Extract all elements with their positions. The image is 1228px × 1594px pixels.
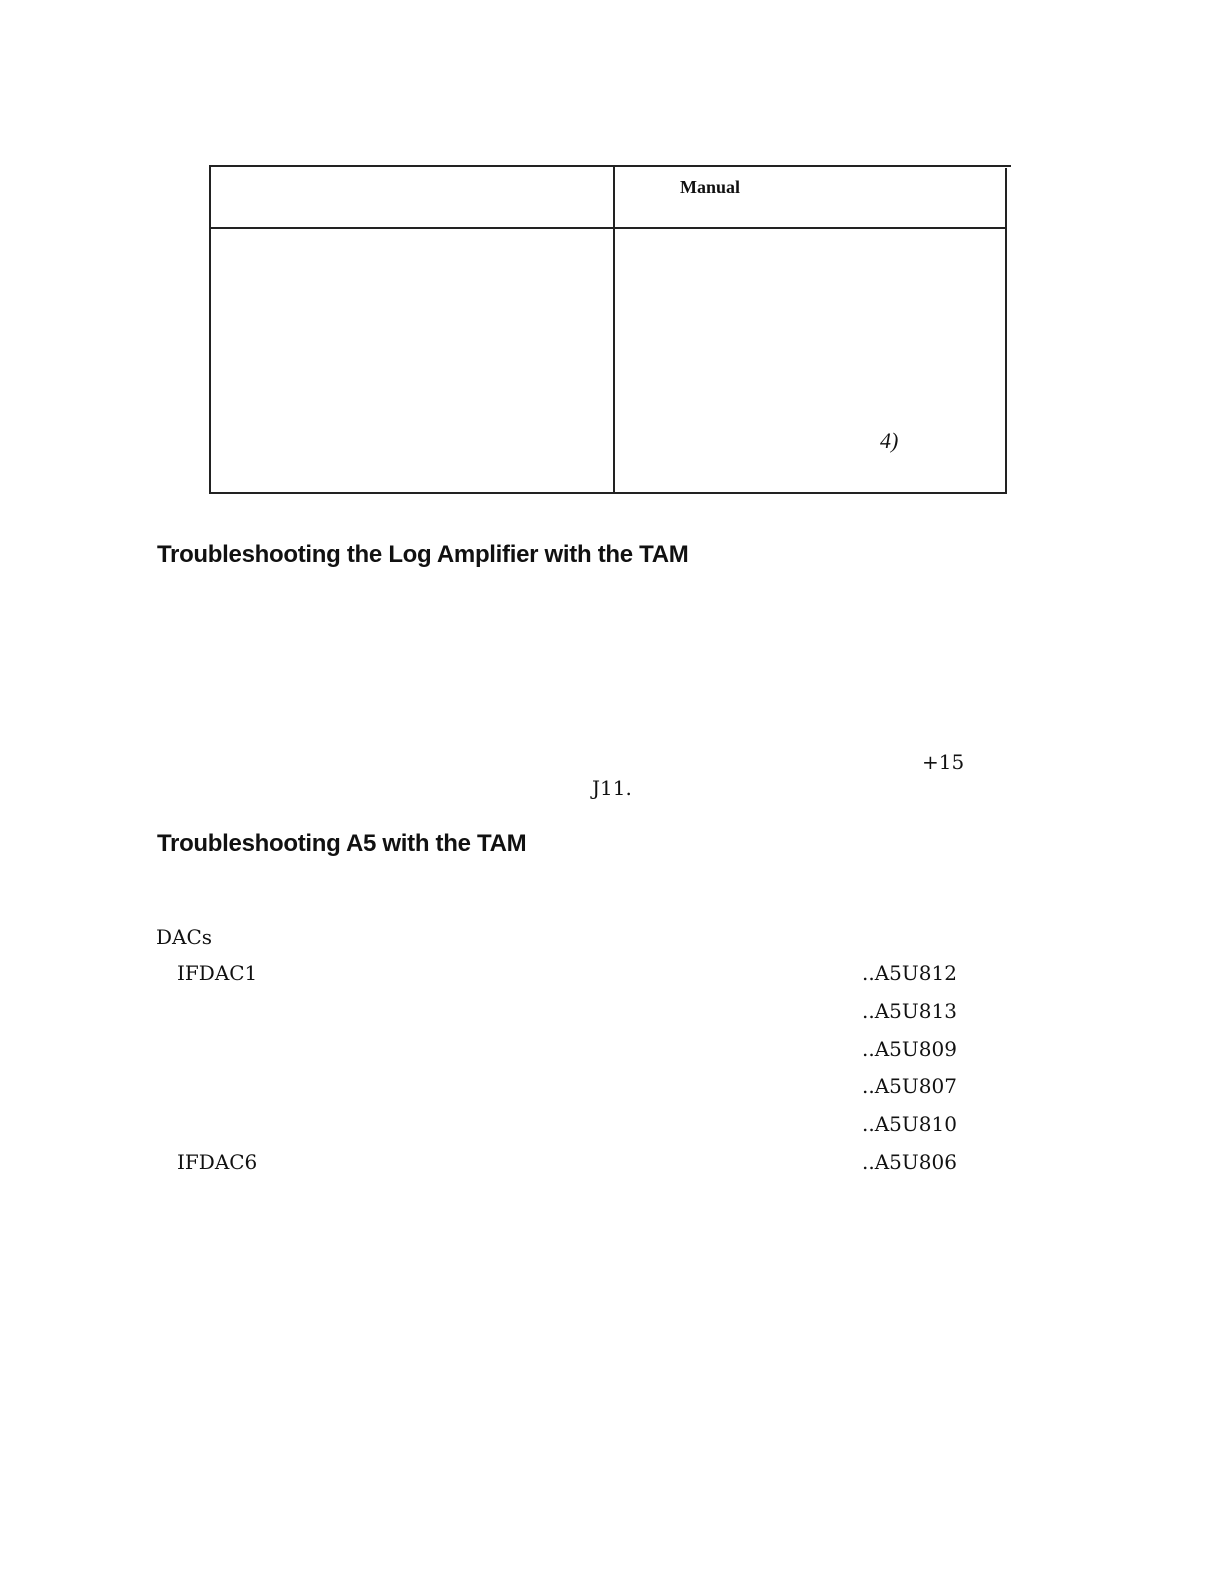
table-cell-fragment: 4) bbox=[880, 428, 899, 453]
dac-reference: ..A5U806 bbox=[862, 1150, 957, 1174]
text-fragment-plus15: +15 bbox=[922, 750, 965, 774]
section-heading-a5: Troubleshooting A5 with the TAM bbox=[157, 830, 527, 857]
dac-reference: ..A5U810 bbox=[862, 1112, 957, 1136]
dac-reference: ..A5U813 bbox=[862, 999, 957, 1023]
dac-reference: ..A5U809 bbox=[862, 1037, 957, 1061]
dacs-label: DACs bbox=[156, 925, 213, 949]
table-right-border bbox=[1005, 168, 1007, 494]
table-header-manual: Manual bbox=[680, 177, 741, 197]
dac-name: IFDAC6 bbox=[177, 1150, 258, 1174]
dac-reference: ..A5U807 bbox=[862, 1074, 957, 1098]
table-header-rule bbox=[209, 227, 1007, 229]
text-fragment-j11: J11. bbox=[592, 776, 632, 800]
table-column-divider bbox=[613, 165, 615, 494]
table-left-border bbox=[209, 165, 211, 494]
table-bottom-rule bbox=[209, 492, 1007, 494]
section-heading-log-amplifier: Troubleshooting the Log Amplifier with the TAM bbox=[157, 541, 689, 568]
dac-reference: ..A5U812 bbox=[862, 961, 957, 985]
dac-name: IFDAC1 bbox=[177, 961, 258, 985]
table-top-rule bbox=[209, 165, 1011, 167]
